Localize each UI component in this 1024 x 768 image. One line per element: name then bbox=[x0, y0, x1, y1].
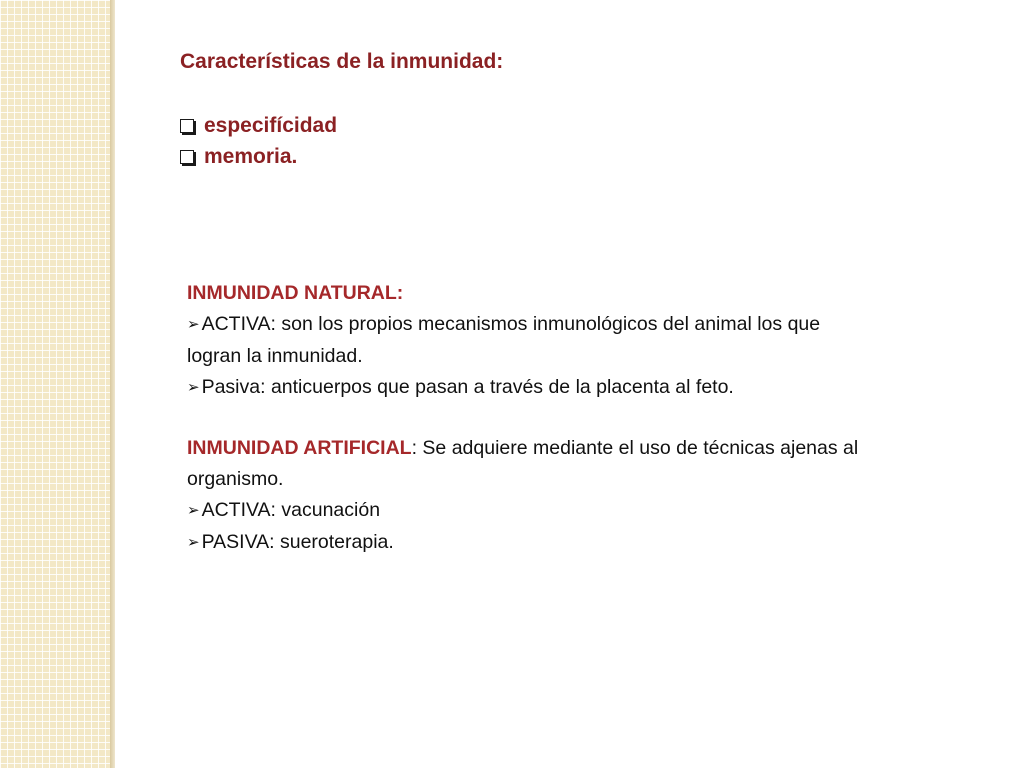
checkbox-bullet-icon bbox=[180, 119, 194, 133]
list-item bbox=[180, 110, 337, 141]
artificial-active-item bbox=[187, 495, 877, 527]
arrow-bullet-icon: ➢ bbox=[187, 316, 200, 333]
decorative-strip-edge bbox=[110, 0, 115, 768]
list-item bbox=[180, 141, 337, 172]
natural-active-item bbox=[187, 309, 877, 372]
artificial-passive-item bbox=[187, 527, 877, 559]
characteristics-list bbox=[180, 110, 337, 172]
immunity-types-block bbox=[187, 278, 877, 559]
item-text: anticuerpos que pasan a través de la placenta al feto. bbox=[265, 376, 734, 398]
item-label: ACTIVA: bbox=[201, 313, 276, 335]
decorative-side-strip bbox=[0, 0, 110, 768]
section-title: INMUNIDAD NATURAL: bbox=[187, 282, 404, 304]
item-text: vacunación bbox=[275, 499, 381, 521]
item-text: sueroterapia. bbox=[274, 531, 394, 553]
item-label: PASIVA: bbox=[201, 531, 275, 553]
characteristic-label: memoria. bbox=[204, 145, 298, 168]
item-label: Pasiva: bbox=[201, 376, 266, 398]
section-description: : Se adquiere mediante el uso de técnicas ajenas al organismo. bbox=[187, 437, 859, 490]
checkbox-bullet-icon bbox=[180, 150, 194, 164]
arrow-bullet-icon: ➢ bbox=[187, 502, 200, 519]
arrow-bullet-icon: ➢ bbox=[187, 534, 200, 551]
spacer bbox=[187, 404, 877, 433]
artificial-immunity-intro bbox=[187, 433, 877, 495]
characteristic-label: especifícidad bbox=[204, 114, 338, 137]
natural-immunity-title bbox=[187, 278, 877, 309]
item-label: ACTIVA: bbox=[201, 499, 276, 521]
slide-heading: Características de la inmunidad: bbox=[180, 50, 504, 73]
arrow-bullet-icon: ➢ bbox=[187, 379, 200, 396]
section-title: INMUNIDAD ARTIFICIAL bbox=[187, 437, 412, 459]
natural-passive-item bbox=[187, 372, 877, 404]
item-text: son los propios mecanismos inmunológicos del animal los que logran la inmunidad. bbox=[187, 313, 821, 367]
